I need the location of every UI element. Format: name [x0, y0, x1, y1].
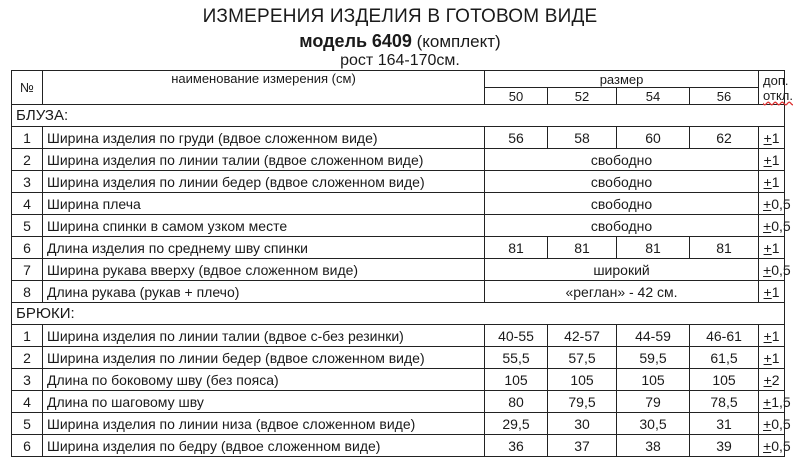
- size-value: 60: [617, 127, 690, 149]
- size-value: 81: [485, 237, 548, 259]
- size-value: 81: [690, 237, 759, 259]
- merged-value: свободно: [485, 171, 759, 193]
- measurement-name: Ширина изделия по линии бедер (вдвое сложенном виде): [43, 171, 485, 193]
- measurement-name: Длина рукава (рукав + плечо): [43, 281, 485, 303]
- table-row: [12, 325, 785, 347]
- tolerance: [759, 369, 785, 391]
- tolerance: [759, 215, 791, 237]
- size-value: 58: [548, 127, 617, 149]
- tolerance-sign: +: [763, 437, 772, 454]
- measurement-name: Ширина изделия по бедру (вдвое сложенном виде): [43, 435, 485, 457]
- section-title: БРЮКИ:: [12, 303, 785, 325]
- tolerance-value: 1: [771, 283, 780, 300]
- size-value: 79: [617, 391, 690, 413]
- tolerance-sign: +: [763, 151, 772, 168]
- tolerance-value: 1: [771, 173, 780, 190]
- row-number: 4: [12, 193, 43, 215]
- tolerance-sign: +: [763, 371, 772, 388]
- tolerance: [759, 259, 791, 281]
- merged-value: свободно: [485, 215, 759, 237]
- tolerance-value: 1: [771, 239, 780, 256]
- size-header: 54: [617, 88, 690, 105]
- measurement-name: Ширина плеча: [43, 193, 485, 215]
- row-number: 1: [12, 325, 43, 347]
- tolerance: [759, 281, 785, 303]
- size-header: 52: [548, 88, 617, 105]
- size-value: 30,5: [617, 413, 690, 435]
- size-value: 30: [548, 413, 617, 435]
- height-range: рост 164-170см.: [340, 52, 460, 69]
- section-row: [12, 303, 785, 325]
- col-size-header: размер: [485, 71, 759, 88]
- tolerance: [759, 193, 791, 215]
- table-row: [12, 215, 785, 237]
- tolerance-sign: +: [763, 173, 772, 190]
- model-number: 6409: [371, 31, 412, 51]
- size-value: 79,5: [548, 391, 617, 413]
- measurement-name: Ширина спинки в самом узком месте: [43, 215, 485, 237]
- tolerance-value: 1: [771, 129, 780, 146]
- table-row: [12, 237, 785, 259]
- size-value: 55,5: [485, 347, 548, 369]
- tolerance-sign: +: [763, 129, 772, 146]
- tolerance-sign: +: [763, 217, 772, 234]
- row-number: 8: [12, 281, 43, 303]
- tolerance-value: 1: [771, 349, 780, 366]
- size-value: 44-59: [617, 325, 690, 347]
- tolerance-value: 1,5: [771, 393, 791, 410]
- tolerance-value: 0,5: [771, 415, 791, 432]
- row-number: 6: [12, 435, 43, 457]
- row-number: 2: [12, 347, 43, 369]
- size-value: 105: [548, 369, 617, 391]
- col-dop-header: [759, 71, 793, 105]
- measurement-name: Длина изделия по среднему шву спинки: [43, 237, 485, 259]
- tolerance-sign: +: [763, 283, 772, 300]
- size-value: 36: [485, 435, 548, 457]
- tolerance: [759, 347, 785, 369]
- size-value: 57,5: [548, 347, 617, 369]
- model-label: модель: [299, 31, 368, 51]
- tolerance-value: 1: [771, 327, 780, 344]
- table-row: [12, 281, 785, 303]
- size-value: 78,5: [690, 391, 759, 413]
- size-value: 81: [617, 237, 690, 259]
- row-number: 5: [12, 413, 43, 435]
- row-number: 5: [12, 215, 43, 237]
- tolerance-sign: +: [763, 261, 772, 278]
- table-row: [12, 259, 785, 281]
- table-row: [12, 413, 785, 435]
- merged-value: «реглан» - 42 см.: [485, 281, 759, 303]
- size-header: 50: [485, 88, 548, 105]
- measurement-name: Ширина изделия по линии низа (вдвое сложенном виде): [43, 413, 485, 435]
- measurement-name: Ширина изделия по линии бедер (вдвое сложенном виде): [43, 347, 485, 369]
- model-line: [0, 31, 800, 52]
- tolerance: [759, 435, 791, 457]
- tolerance-sign: +: [763, 239, 772, 256]
- table-row: [12, 369, 785, 391]
- size-value: 59,5: [617, 347, 690, 369]
- size-value: 39: [690, 435, 759, 457]
- merged-value: широкий: [485, 259, 759, 281]
- size-value: 42-57: [548, 325, 617, 347]
- measurement-name: Длина по боковому шву (без пояса): [43, 369, 485, 391]
- measurement-name: Ширина изделия по линии талии (вдвое с-без резинки): [43, 325, 485, 347]
- tolerance-sign: +: [763, 327, 772, 344]
- tolerance-value: 2: [771, 371, 780, 388]
- table-row: [12, 127, 785, 149]
- tolerance-value: 1: [771, 151, 780, 168]
- merged-value: свободно: [485, 149, 759, 171]
- size-value: 105: [617, 369, 690, 391]
- tolerance-sign: +: [763, 349, 772, 366]
- measurement-name: Ширина изделия по груди (вдвое сложенном виде): [43, 127, 485, 149]
- size-value: 80: [485, 391, 548, 413]
- merged-value: свободно: [485, 193, 759, 215]
- size-value: 105: [485, 369, 548, 391]
- table-row: [12, 193, 785, 215]
- tolerance: [759, 149, 785, 171]
- tolerance-sign: +: [763, 393, 772, 410]
- size-value: 81: [548, 237, 617, 259]
- section-row: [12, 105, 785, 127]
- tolerance: [759, 391, 791, 413]
- size-value: 105: [690, 369, 759, 391]
- col-dop-label: доп.: [763, 72, 789, 88]
- size-value: 40-55: [485, 325, 548, 347]
- col-name-header: наименование измерения (см): [43, 71, 485, 105]
- table-row: [12, 171, 785, 193]
- col-otkl-label: откл.: [763, 87, 793, 103]
- tolerance-value: 0,5: [771, 261, 791, 278]
- size-header: 56: [690, 88, 759, 105]
- size-value: 31: [690, 413, 759, 435]
- section-title: БЛУЗА:: [12, 105, 785, 127]
- size-value: 38: [617, 435, 690, 457]
- size-value: 61,5: [690, 347, 759, 369]
- row-number: 3: [12, 369, 43, 391]
- tolerance-value: 0,5: [771, 217, 791, 234]
- row-number: 7: [12, 259, 43, 281]
- tolerance: [759, 237, 785, 259]
- tolerance-sign: +: [763, 195, 772, 212]
- tolerance: [759, 413, 791, 435]
- measurement-name: Длина по шаговому шву: [43, 391, 485, 413]
- tolerance-value: 0,5: [771, 437, 791, 454]
- tolerance-value: 0,5: [771, 195, 791, 212]
- tolerance: [759, 127, 785, 149]
- row-number: 1: [12, 127, 43, 149]
- row-number: 2: [12, 149, 43, 171]
- size-value: 29,5: [485, 413, 548, 435]
- size-value: 56: [485, 127, 548, 149]
- model-suffix: (комплект): [416, 32, 501, 51]
- row-number: 4: [12, 391, 43, 413]
- measurements-table: [11, 70, 793, 457]
- table-row: [12, 435, 785, 457]
- size-value: 46-61: [690, 325, 759, 347]
- size-value: 37: [548, 435, 617, 457]
- tolerance: [759, 171, 785, 193]
- row-number: 6: [12, 237, 43, 259]
- document-title: ИЗМЕРЕНИЯ ИЗДЕЛИЯ В ГОТОВОМ ВИДЕ: [202, 6, 598, 27]
- col-num-header: №: [12, 71, 43, 105]
- tolerance: [759, 325, 785, 347]
- measurement-name: Ширина рукава вверху (вдвое сложенном виде): [43, 259, 485, 281]
- header-row-1: [12, 71, 785, 88]
- measurement-name: Ширина изделия по линии талии (вдвое сложенном виде): [43, 149, 485, 171]
- table-row: [12, 391, 785, 413]
- row-number: 3: [12, 171, 43, 193]
- tolerance-sign: +: [763, 415, 772, 432]
- table-row: [12, 347, 785, 369]
- size-value: 62: [690, 127, 759, 149]
- table-row: [12, 149, 785, 171]
